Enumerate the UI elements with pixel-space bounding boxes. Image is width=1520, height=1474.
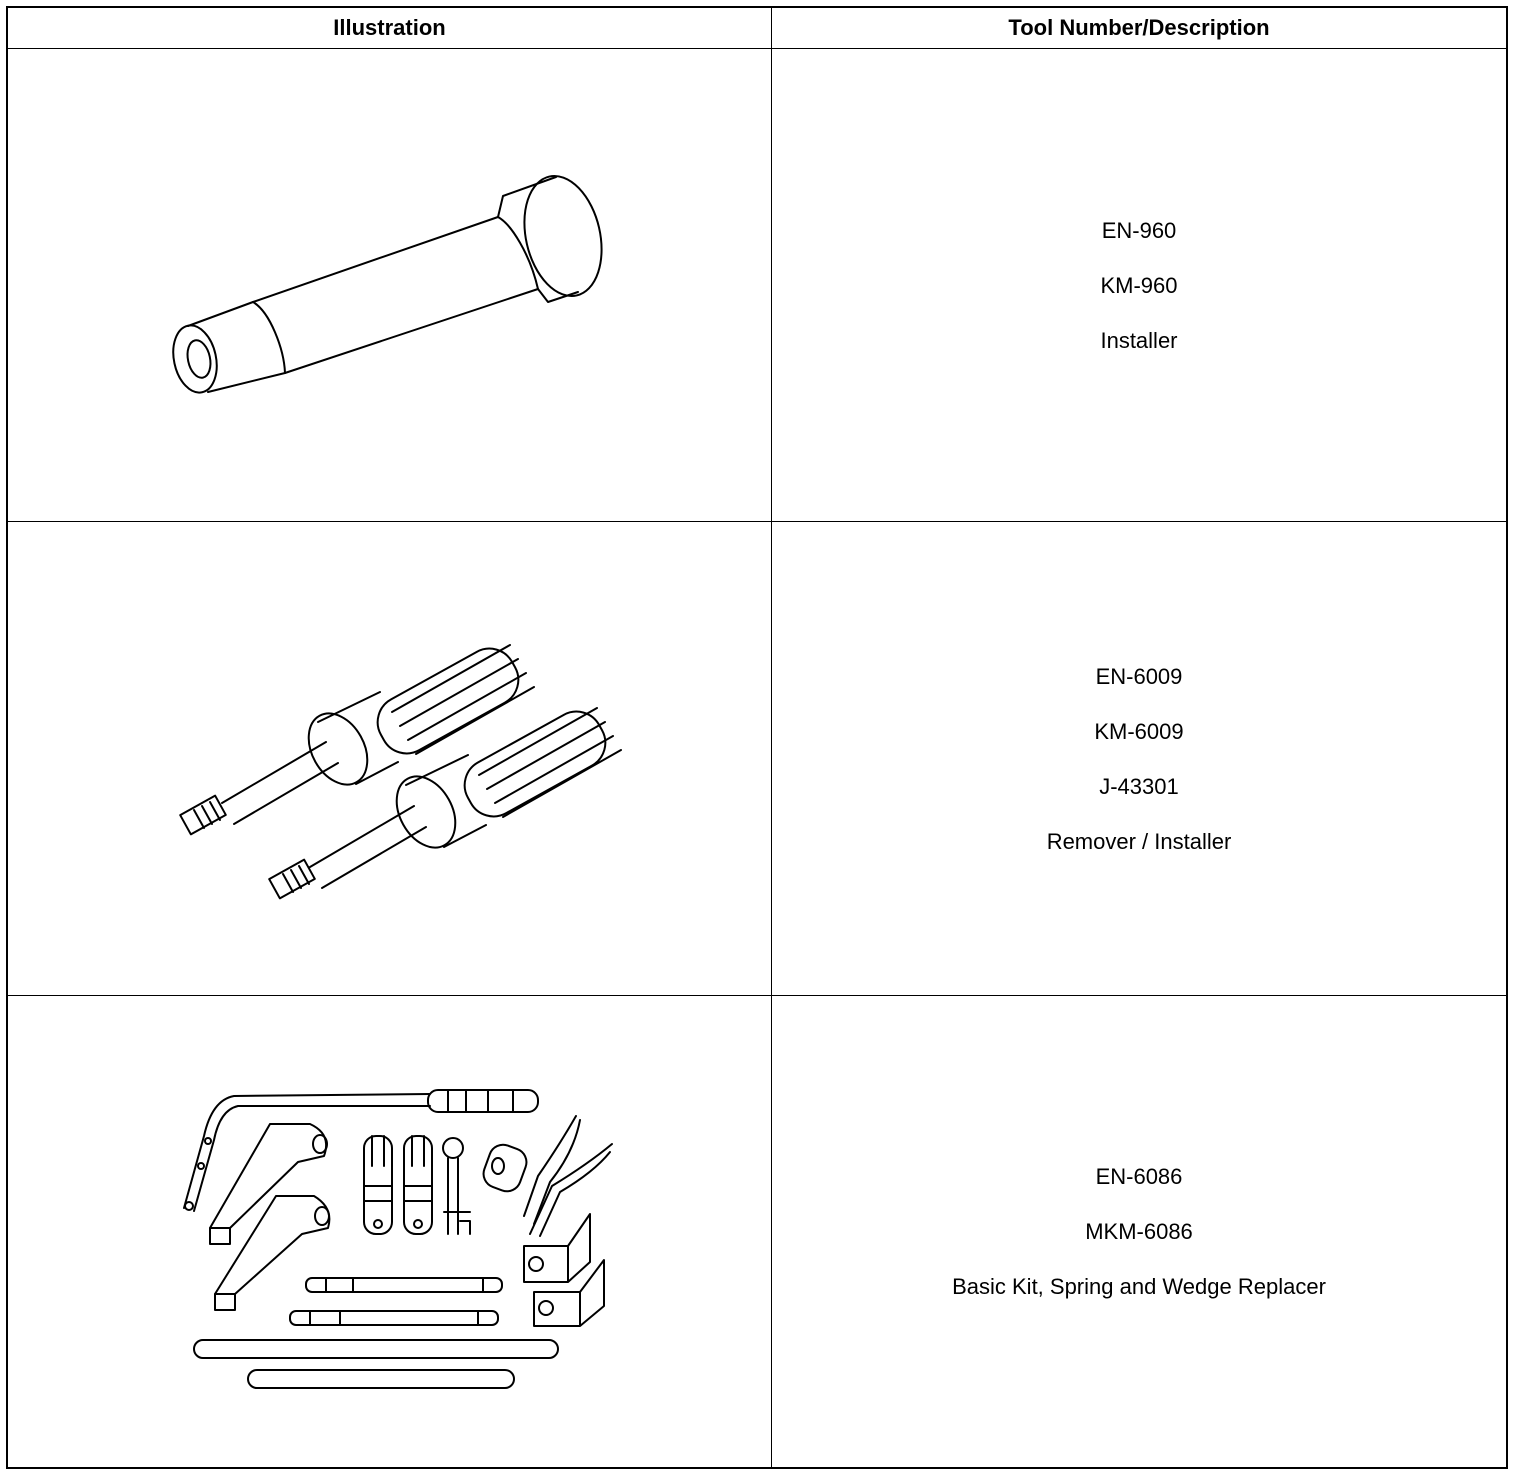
illustration-cell (8, 49, 771, 521)
table-row (8, 49, 1506, 522)
illustration-cell (8, 522, 771, 995)
table-row (8, 996, 1506, 1467)
description-cell (772, 996, 1506, 1467)
spring-wedge-kit-illustration (8, 996, 771, 1467)
tool-description: Basic Kit, Spring and Wedge Replacer (952, 1274, 1326, 1299)
tool-number: EN-6086 (1095, 1164, 1183, 1189)
tool-number: EN-960 (1101, 217, 1177, 243)
tool-number: EN-6009 (1095, 663, 1183, 689)
tool-number: KM-6009 (1094, 718, 1184, 744)
header-illustration: Illustration (333, 15, 446, 40)
table-row (8, 522, 1506, 996)
description-cell (772, 49, 1506, 521)
installer-tool-illustration (8, 49, 771, 522)
table-header (8, 8, 1506, 49)
special-tools-table (6, 6, 1508, 1469)
illustration-cell (8, 996, 771, 1467)
tool-number: J-43301 (1099, 773, 1179, 799)
remover-installer-illustration (8, 522, 771, 996)
header-tool-description: Tool Number/Description (1008, 15, 1270, 40)
tool-number: KM-960 (1100, 272, 1178, 298)
tool-number: MKM-6086 (1085, 1219, 1193, 1244)
tool-description: Remover / Installer (1046, 828, 1232, 854)
description-cell (772, 522, 1506, 995)
tool-description: Installer (1100, 327, 1178, 353)
